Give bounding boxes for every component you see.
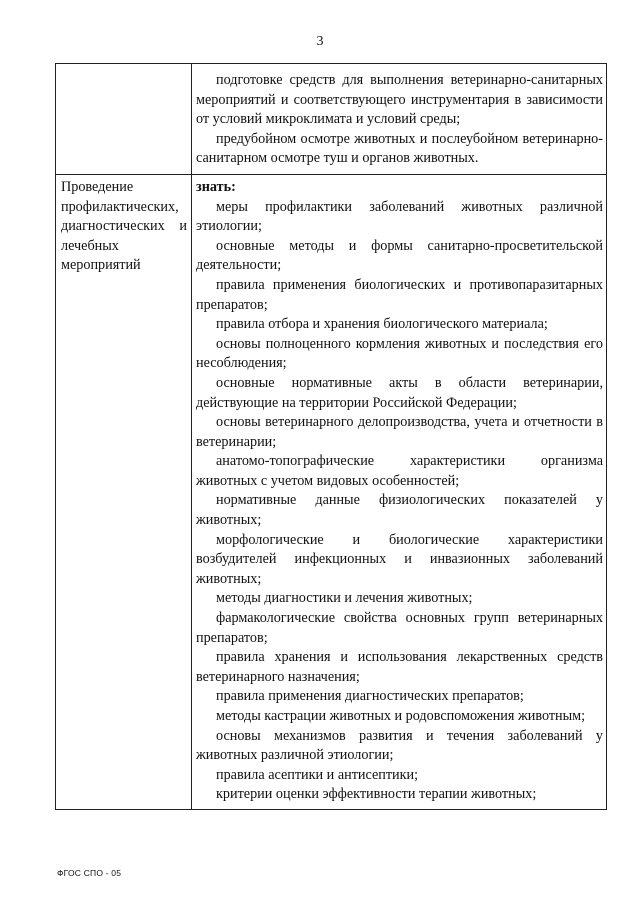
list-item: методы кастрации животных и родовспоможения животным;: [216, 708, 586, 724]
list-item: методы диагностики и лечения животных;: [216, 590, 473, 607]
list-item: основные нормативные акты в области ветеринарии, действующие на территории Российской Федерации;: [196, 374, 603, 411]
standard-table: [55, 63, 607, 810]
page-number: 3: [316, 34, 324, 49]
list-item: критерии оценки эффективности терапии животных;: [216, 786, 537, 803]
row1-right-cell: [192, 64, 607, 175]
activity-heading: Проведение профилактических, диагностических и лечебных мероприятий: [61, 178, 187, 274]
list-item: нормативные данные физиологических показателей у животных;: [196, 492, 603, 529]
list-item: фармакологические свойства основных групп ветеринарных препаратов;: [196, 610, 603, 646]
row2-right-cell: [192, 174, 607, 809]
list-item: правила хранения и использования лекарственных средств ветеринарного назначения;: [196, 649, 603, 685]
list-item: правила применения биологических и противопаразитарных препаратов;: [196, 276, 603, 313]
list-item: правила асептики и антисептики;: [216, 766, 419, 783]
list-item: предубойном осмотре животных и послеубойном ветеринарно-санитарном осмотре туш и органов животных.: [196, 130, 603, 167]
list-item: анатомо-топографические характеристики организма животных с учетом видовых особенностей;: [196, 453, 603, 489]
list-item: основные методы и формы санитарно-просветительской деятельности;: [196, 237, 603, 274]
list-item: подготовке средств для выполнения ветеринарно-санитарных мероприятий и соответствующего инструментария в зависимости от условий микроклимата и условий среды;: [196, 72, 603, 128]
list-item: основы полноценного кормления животных и последствия его несоблюдения;: [196, 335, 603, 372]
table-row: [56, 174, 607, 809]
row2-left-cell: [56, 174, 192, 809]
list-item: основы механизмов развития и течения заболеваний у животных различной этиологии;: [196, 727, 603, 764]
list-item: основы ветеринарного делопроизводства, учета и отчетности в ветеринарии;: [196, 414, 603, 450]
footer-label: ФГОС СПО - 05: [57, 868, 122, 878]
list-item: правила отбора и хранения биологического материала;: [216, 316, 548, 333]
row1-left-cell: [56, 64, 192, 175]
list-item: правила применения диагностических препаратов;: [216, 688, 524, 705]
table-row: [56, 64, 607, 175]
list-item: меры профилактики заболеваний животных различной этиологии;: [196, 198, 603, 235]
list-item: морфологические и биологические характеристики возбудителей инфекционных и инвазионных заболеваний животных;: [196, 531, 603, 587]
know-label: знать:: [196, 178, 236, 195]
